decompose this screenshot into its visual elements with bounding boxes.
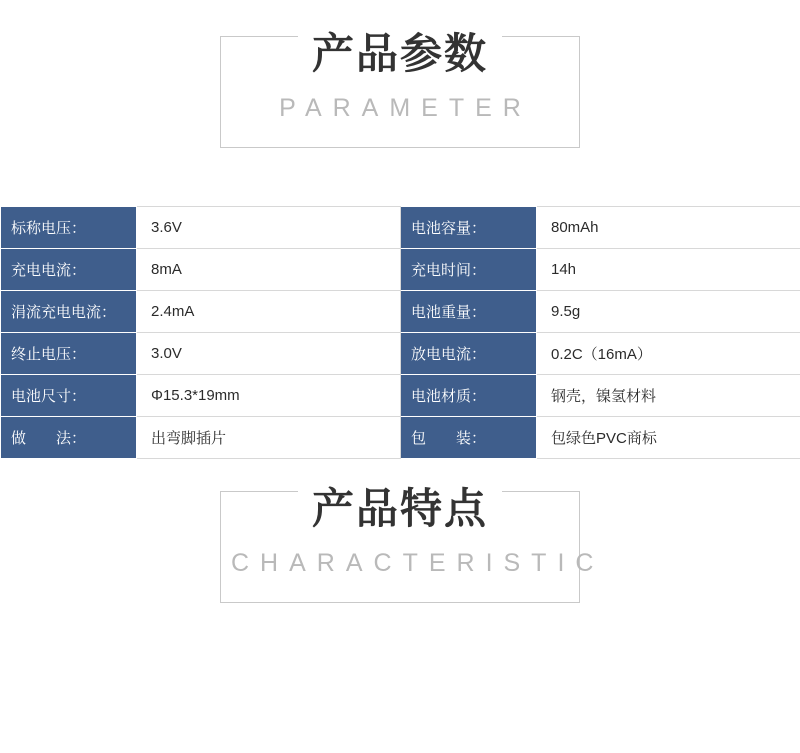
table-row <box>1 249 800 291</box>
frame-line-bottom <box>220 602 580 603</box>
param-value: 14h <box>537 249 800 291</box>
param-label: 电池材质： <box>401 375 537 417</box>
table-row <box>1 417 800 459</box>
param-label: 放电电流： <box>401 333 537 375</box>
param-value: 3.0V <box>137 333 401 375</box>
param-label: 电池容量： <box>401 207 537 249</box>
section-heading-characteristic <box>220 491 580 603</box>
param-value: 0.2C（16mA） <box>537 333 800 375</box>
param-label: 充电电流： <box>1 249 137 291</box>
page-title-en: CHARACTERISTIC <box>220 546 580 580</box>
param-label: 电池重量： <box>401 291 537 333</box>
param-value: 包绿色PVC商标 <box>537 417 800 459</box>
page-title-cn: 产品特点 <box>220 479 580 539</box>
table-row <box>1 291 800 333</box>
parameter-table <box>0 206 800 459</box>
param-value: 9.5g <box>537 291 800 333</box>
heading-frame <box>220 491 580 603</box>
frame-line-bottom <box>220 147 580 148</box>
page-title-en: PARAMETER <box>220 91 580 125</box>
param-value: 钢壳，镍氢材料 <box>537 375 800 417</box>
table-row <box>1 207 800 249</box>
param-label: 终止电压： <box>1 333 137 375</box>
section-heading-parameter <box>220 36 580 148</box>
heading-frame <box>220 36 580 148</box>
param-value: 8mA <box>137 249 401 291</box>
param-value: 3.6V <box>137 207 401 249</box>
param-value: 2.4mA <box>137 291 401 333</box>
param-label: 电池尺寸： <box>1 375 137 417</box>
param-label: 充电时间： <box>401 249 537 291</box>
param-label: 标称电压： <box>1 207 137 249</box>
param-label: 涓流充电电流： <box>1 291 137 333</box>
table-row <box>1 375 800 417</box>
param-value: Φ15.3*19mm <box>137 375 401 417</box>
param-value: 80mAh <box>537 207 800 249</box>
param-value: 出弯脚插片 <box>137 417 401 459</box>
table-row <box>1 333 800 375</box>
param-label: 做 法： <box>1 417 137 459</box>
page-title-cn: 产品参数 <box>220 24 580 84</box>
param-label: 包 装： <box>401 417 537 459</box>
